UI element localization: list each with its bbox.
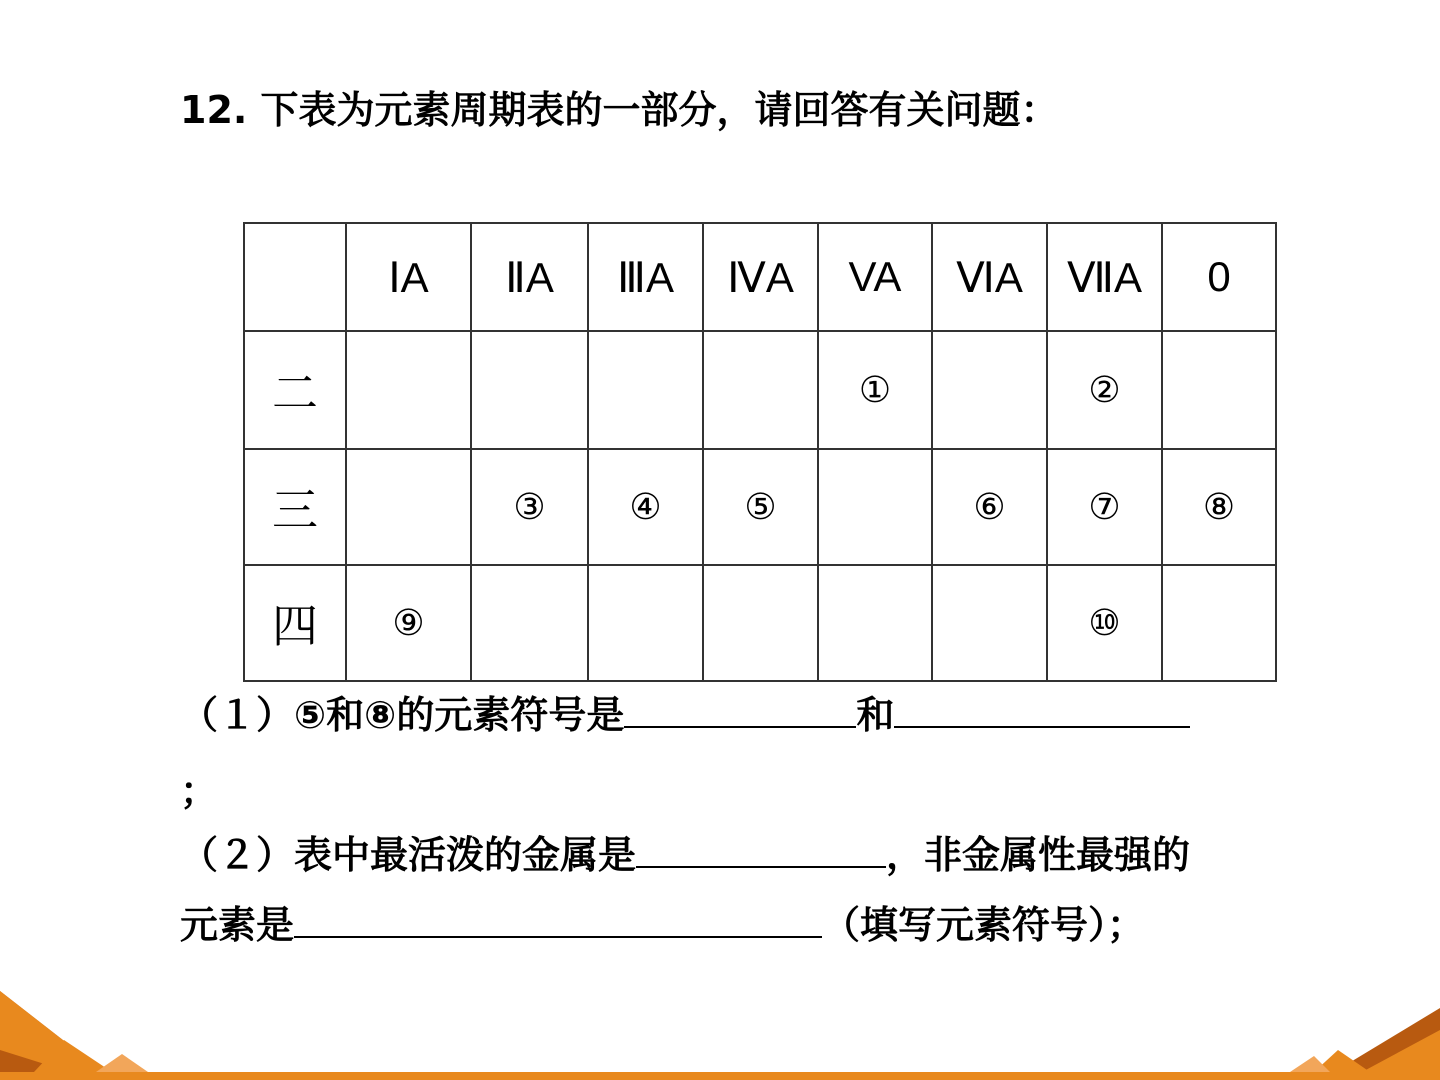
table-cell [1162,331,1276,449]
question-2-text: ，非金属性最强的 [886,833,1191,877]
table-cell [346,331,471,449]
table-header-cell: ⅠA [346,223,471,331]
question-1-text: （１）⑤和⑧的元素符号是 [180,693,625,737]
period-label: 二 [244,331,346,449]
table-cell [818,565,932,681]
table-header-cell: ⅡA [471,223,588,331]
table-cell [932,565,1047,681]
table-cell [1162,565,1276,681]
table-row-period-4 [244,565,1276,681]
answer-blank[interactable] [624,690,856,728]
period-label: 三 [244,449,346,565]
decor-triangles-right [1290,990,1440,1080]
table-row-period-3 [244,449,1276,565]
table-cell [346,449,471,565]
table-cell: ⑩ [1047,565,1162,681]
footer-bar [0,1072,1440,1080]
question-1-text: 和 [856,693,895,737]
question-2-line-2 [180,900,1145,950]
table-cell [471,331,588,449]
table-cell: ⑧ [1162,449,1276,565]
table-header-cell: VA [818,223,932,331]
table-cell: ③ [471,449,588,565]
question-title: 12. 下表为元素周期表的一部分，请回答有关问题： [180,88,1059,132]
table-cell: ④ [588,449,703,565]
table-cell [932,331,1047,449]
table-cell [703,565,818,681]
question-2-line [180,830,1190,880]
table-header-cell: 0 [1162,223,1276,331]
table-cell: ② [1047,331,1162,449]
table-cell: ⑤ [703,449,818,565]
question-2-text: 元素是 [180,903,295,947]
table-header-cell: ⅢA [588,223,703,331]
period-label: 四 [244,565,346,681]
table-header-cell: ⅥA [932,223,1047,331]
question-1-line [180,690,1190,740]
table-cell: ⑥ [932,449,1047,565]
decor-triangles-left [0,990,160,1080]
answer-blank[interactable] [636,830,886,868]
table-header-row [244,223,1276,331]
answer-blank[interactable] [294,900,822,938]
table-cell: ① [818,331,932,449]
table-cell: ⑨ [346,565,471,681]
table-cell: ⑦ [1047,449,1162,565]
table-row-period-2 [244,331,1276,449]
table-header-cell: ⅦA [1047,223,1162,331]
table-cell [471,565,588,681]
table-cell [588,331,703,449]
table-header-cell [244,223,346,331]
question-1-end: ； [180,769,219,813]
question-2-text: （填写元素符号）； [822,903,1146,947]
answer-blank[interactable] [894,690,1190,728]
table-header-cell: ⅣA [703,223,818,331]
question-2-text: （２）表中最活泼的金属是 [180,833,637,877]
table-cell [588,565,703,681]
table-cell [703,331,818,449]
table-cell [818,449,932,565]
periodic-table [243,222,1277,682]
